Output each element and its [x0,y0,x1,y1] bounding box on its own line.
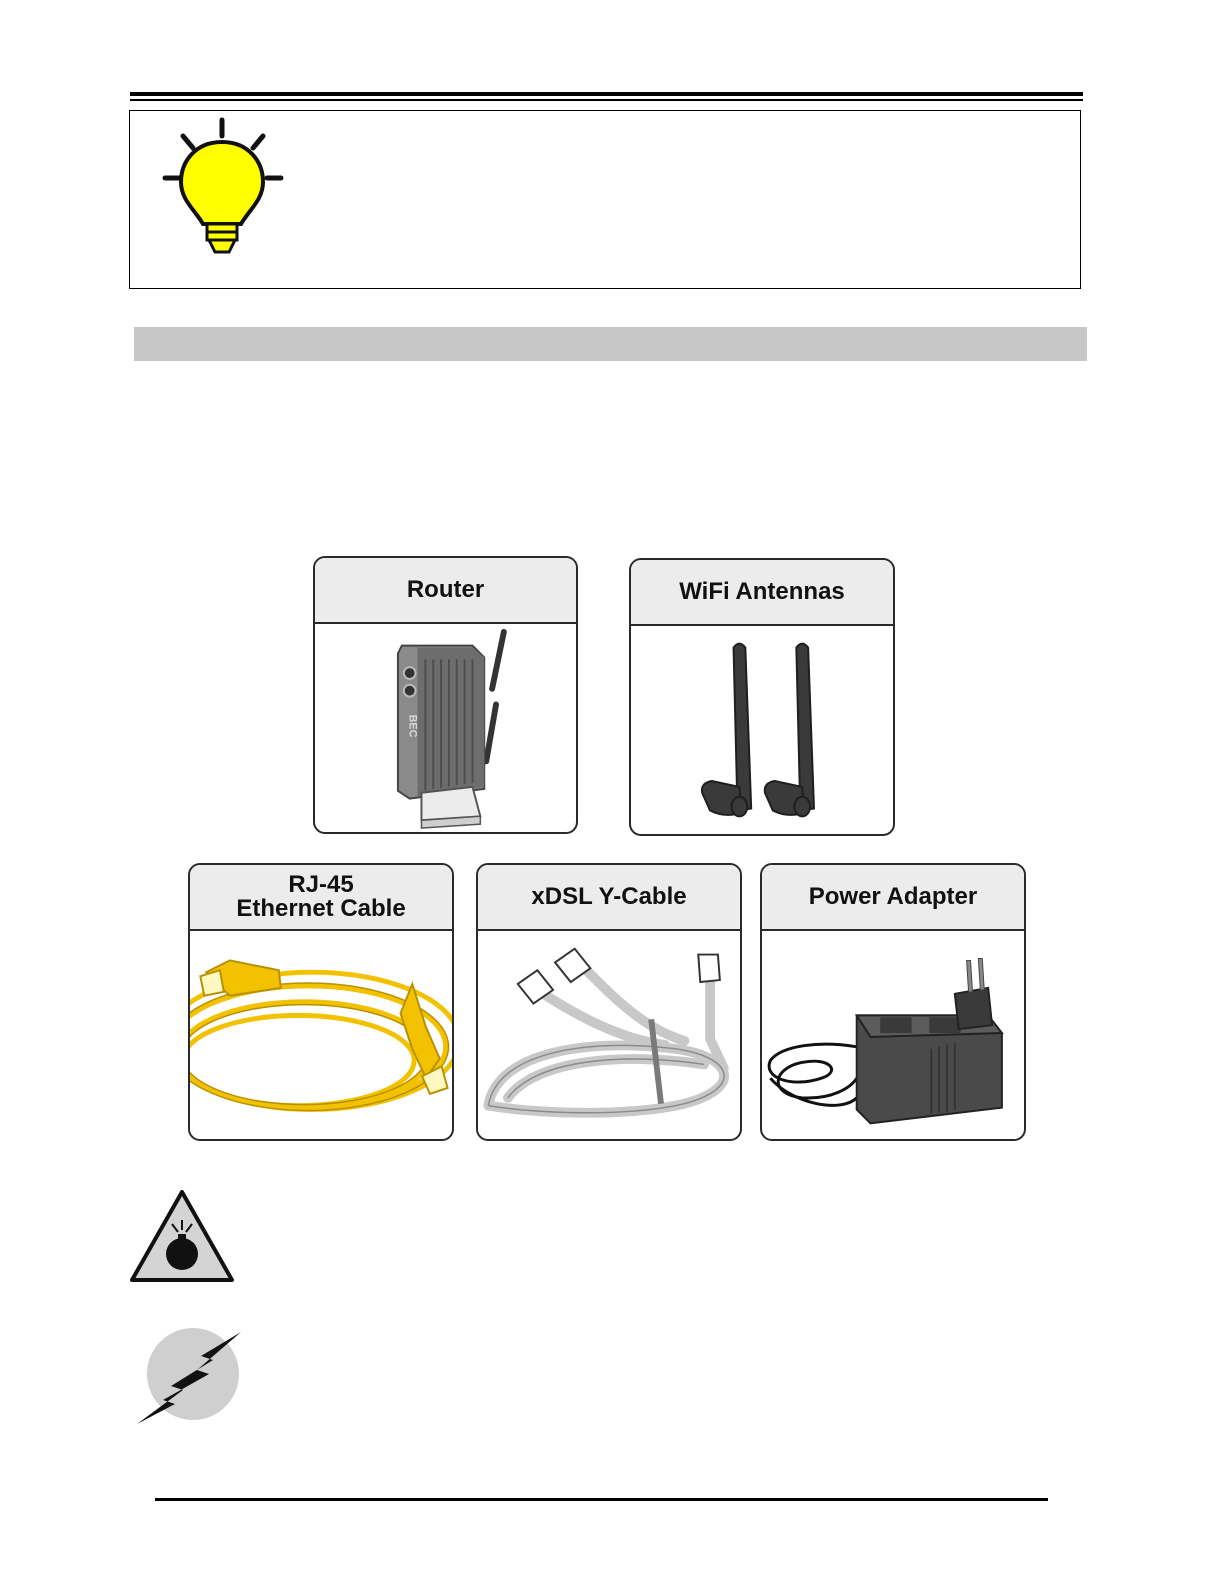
router-brand-logo: BEC [406,714,419,738]
header-rule-thick [130,92,1083,96]
section-header-bar [134,327,1087,361]
package-item-label: Power Adapter [762,865,1024,931]
package-item-label: WiFi Antennas [631,560,893,626]
package-item-power-adapter [760,863,1026,1141]
package-item-label: RJ-45 Ethernet Cable [190,865,452,931]
warning-bomb-icon [128,1188,236,1284]
package-item-ethernet-cable [188,863,454,1141]
y-cable-icon [478,931,740,1139]
lightning-bolt-icon [133,1326,245,1426]
antennas-icon [631,626,893,834]
ethernet-cable-icon [190,931,452,1139]
footer-rule [155,1498,1048,1501]
package-item-router [313,556,578,834]
header-rule-thin [130,99,1083,101]
power-adapter-icon [762,931,1024,1139]
lightbulb-icon [155,112,290,262]
router-icon [315,624,576,832]
package-item-label: xDSL Y-Cable [478,865,740,931]
package-item-wifi-antennas [629,558,895,836]
package-item-y-cable [476,863,742,1141]
package-item-label: Router [315,558,576,624]
